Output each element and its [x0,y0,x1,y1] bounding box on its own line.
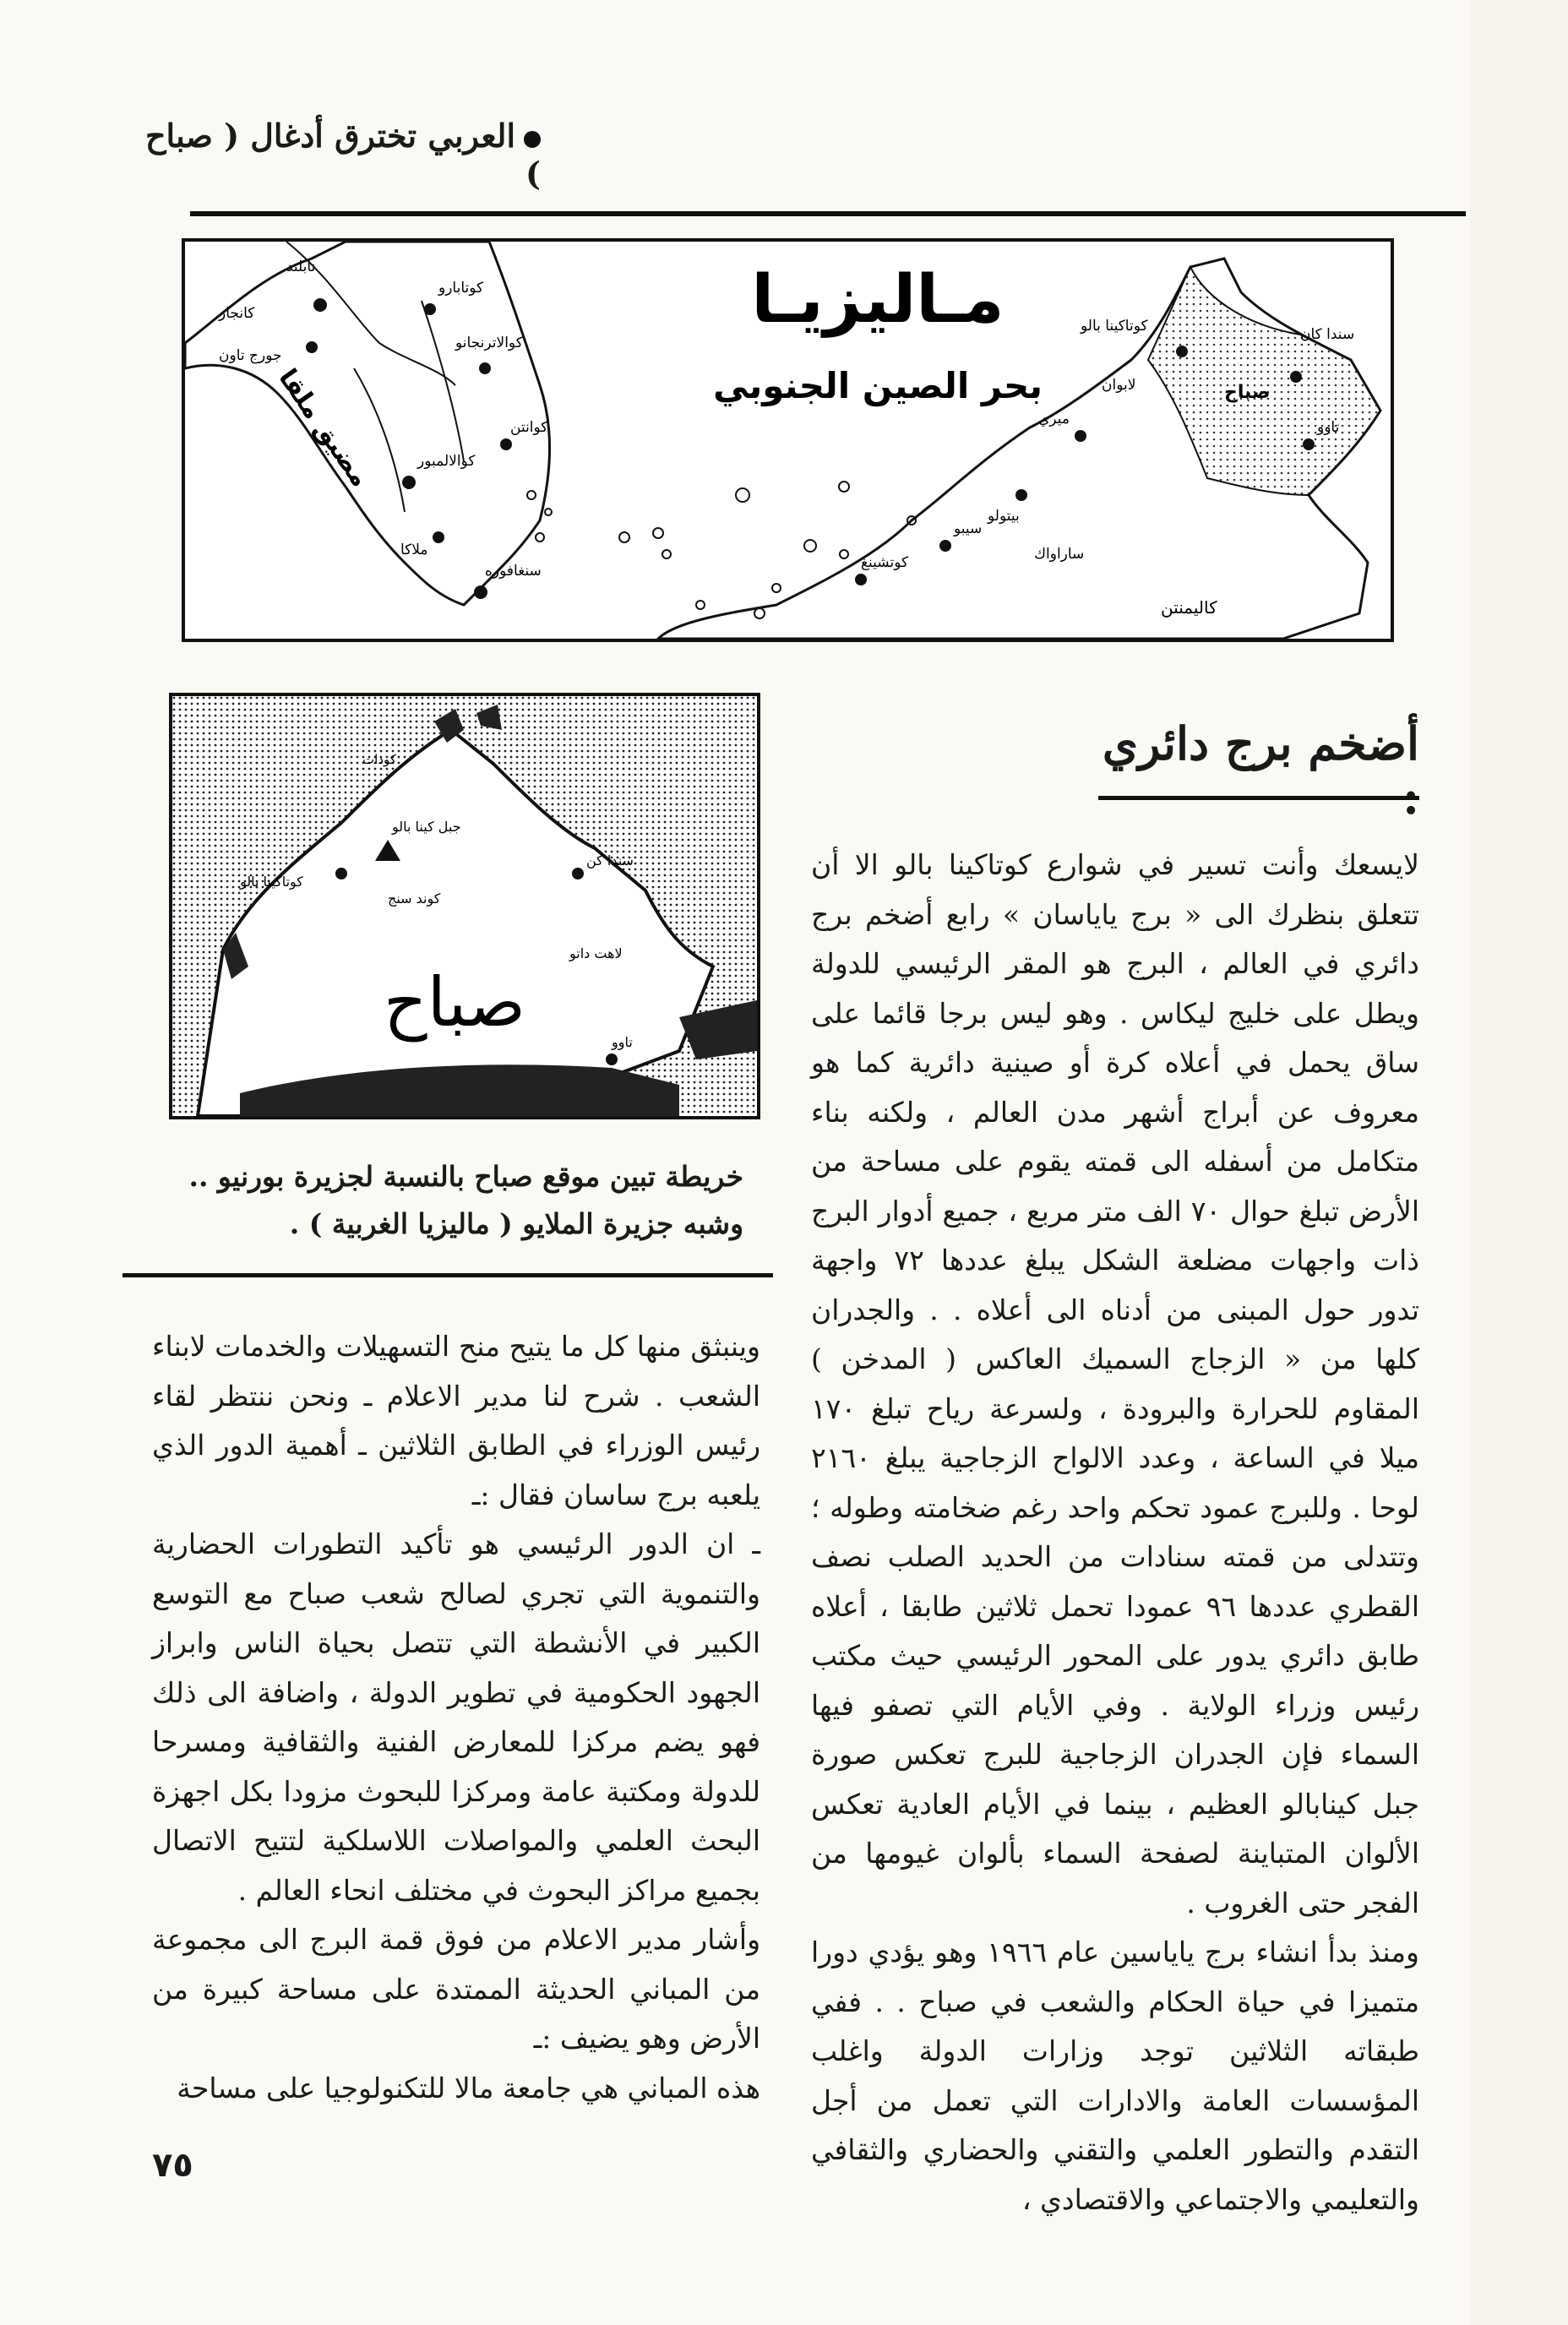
place-sabah: صباح [1224,382,1271,403]
peninsula-outline [185,242,550,605]
caption-line-2: وشبه جزيرة الملايو ( ماليزيا الغربية ) . [289,1207,743,1240]
place-kota-kinabalu: كوتاكينا بالو [1081,318,1148,335]
place-malacca: ملاكا [400,542,428,558]
paragraph: لايسعك وأنت تسير في شوارع كوتاكينا بالو الا أن تتعلق بنظرك الى « برج ياياسان » رابع أضخم برج دائري في العالم ، البرج هو المقر الرئيسي للدولة ويطل على خليج ليكاس . وهو ليس برجا قائما على ساق يحمل في أعلاه كرة أو صينية دائرية كما هو معروف عن أبراج أشهر مدن العالم ، ولكنه بناء متكامل من أسفله الى قمته يقوم على مساحة من الأرض تبلغ حوال ٧٠ الف متر مربع ، جميع أدوار البرج ذات واجهات مضلعة الشكل يبلغ عددها ٧٢ واجهة تدور حول المبنى من أدناه الى أعلاه . . والجدران كلها من « الزجاج السميك العاكس ( المدخن ) المقاوم للحرارة والبرودة ، ولسرعة رياح تبلغ ١٧٠ ميلا في الساعة ، وعدد الالواح الزجاجية يبلغ ٢١٦٠ لوحا . وللبرج عمود تحكم واحد رغم ضخامته وطوله ؛ وتتدلى من قمته سنادات من الحديد الصلب نصف القطري عددها ٩٦ عمودا تحمل ثلاثين طابقا ، أعلاه طابق دائري يدور على المحور الرئيسي حيث مكتب رئيس وزراء الولاية . وفي الأيام التي تصفو فيها السماء فإن الجدران الزجاجية للبرج تعكس صورة جبل كينابالو العظيم ، بينما في الأيام العادية تعكس الألوان المتباينة لصفحة السماء بألوان غيومها من الفجر حتى الغروب . [811,848,1420,1919]
place-sarawak: ساراواك [1034,546,1085,563]
paragraph: ومنذ بدأ انشاء برج ياياسين عام ١٩٦٦ وهو يؤدي دورا متميزا في حياة الحكام والشعب في صباح . . ففي طبقاته الثلاثين توجد وزارات الدولة واغلب المؤسسات العامة والادارات التي تعمل من أجل التقدم والتطور العلمي والتقني والحضاري والثقافي والتعليمي والاجتماعي والاقتصادي ، [811,1936,1419,2216]
place-george-town: جورج تاون [219,347,282,364]
place-kuching: كوتشينغ [861,554,909,571]
place-kota-bharu: كوتابارو [438,280,484,297]
place-tawau-sabah: تاوو [612,1034,633,1050]
header-title: العربي تخترق أدغال ( صباح ) [145,117,541,193]
caption-line-1: خريطة تبين موقع صباح بالنسبة لجزيرة بورنيو .. [188,1160,743,1193]
paragraph: وأشار مدير الاعلام من فوق قمة البرج الى مجموعة من المباني الحديثة الممتدة على مساحة كبيرة من الأرض وهو يضيف :ـ [152,1923,760,2055]
bullet-icon [524,131,541,148]
place-kuantan: كوانتن [510,419,548,436]
page-number: ٧٥ [152,2146,193,2185]
place-kota-kinabalu-sabah: كوتاكينا بالو [240,874,303,890]
place-miri: ميري [1038,411,1070,427]
place-labuan: لابوان [1102,377,1136,394]
left-column [152,1322,760,2113]
malaysia-map-svg [185,242,1391,639]
place-kalimantan: كاليمنتن [1161,597,1217,618]
paragraph: وينبثق منها كل ما يتيح منح التسهيلات والخدمات لابناء الشعب . شرح لنا مدير الاعلام ـ ونحن ننتظر لقاء رئيس الوزراء في الطابق الثلاثين ـ أهمية الدور الذي يلعبه برج ساسان فقال :ـ [152,1330,760,1511]
place-mount-kinabalu: جبل كينا بالو [392,819,461,835]
map-caption [135,1153,743,1248]
malaysia-map [182,238,1394,642]
section-heading: أضخم برج دائري [1102,716,1419,770]
sabah-title: صباح [384,963,526,1042]
place-sibu: سيبو [954,520,983,537]
place-tawau: تاوو [1317,419,1340,436]
running-header [144,117,541,193]
sabah-map-svg [172,696,757,1116]
place-nabland: نابلند [286,259,316,275]
place-kudat: كودات [362,752,396,767]
heading-rule [1098,796,1419,800]
place-kuala-terengganu: كوالاترنجانو [455,335,523,351]
place-sandakan: سندا كان [1300,326,1355,343]
sea-label: بحر الصين الجنوبي [712,365,1043,406]
sabah-map [169,693,760,1119]
place-lahad-datu: لاهت داتو [569,945,623,961]
top-rule [190,211,1466,216]
caption-rule [122,1273,773,1277]
place-keningau: كوند سنج [388,890,441,907]
place-kanjar: كانجار [219,305,255,322]
paragraph: هذه المباني هي جامعة مالا للتكنولوجيا على مساحة [177,2071,760,2104]
paragraph: ـ ان الدور الرئيسي هو تأكيد التطورات الحضارية والتنموية التي تجري لصالح شعب صباح مع التوسع الكبير في الأنشطة التي تتصل بحياة الناس وابراز الجهود الحكومية في تطوير الدولة ، واضافة الى ذلك فهو يضم مركزا للمعارض الفنية والثقافية ومسرحا للدولة ومكتبة عامة ومركزا للبحوث مزودا بكل اجهزة البحث العلمي والمواصلات اللاسلكية لتتيح الاتصال بجميع مراكز البحوث في مختلف انحاء العالم . [152,1527,760,1907]
place-kuala-lumpur: كوالالمبور [417,453,476,470]
place-bintulu: بيتولو [988,508,1020,525]
right-column [811,841,1419,2224]
place-singapore: سنغافوره [485,563,542,580]
strait-label: مضيق ملقا [272,363,375,493]
place-sandakan-sabah: سندا كن [586,852,634,868]
malaysia-title: مـاليزيـا [751,262,1004,338]
